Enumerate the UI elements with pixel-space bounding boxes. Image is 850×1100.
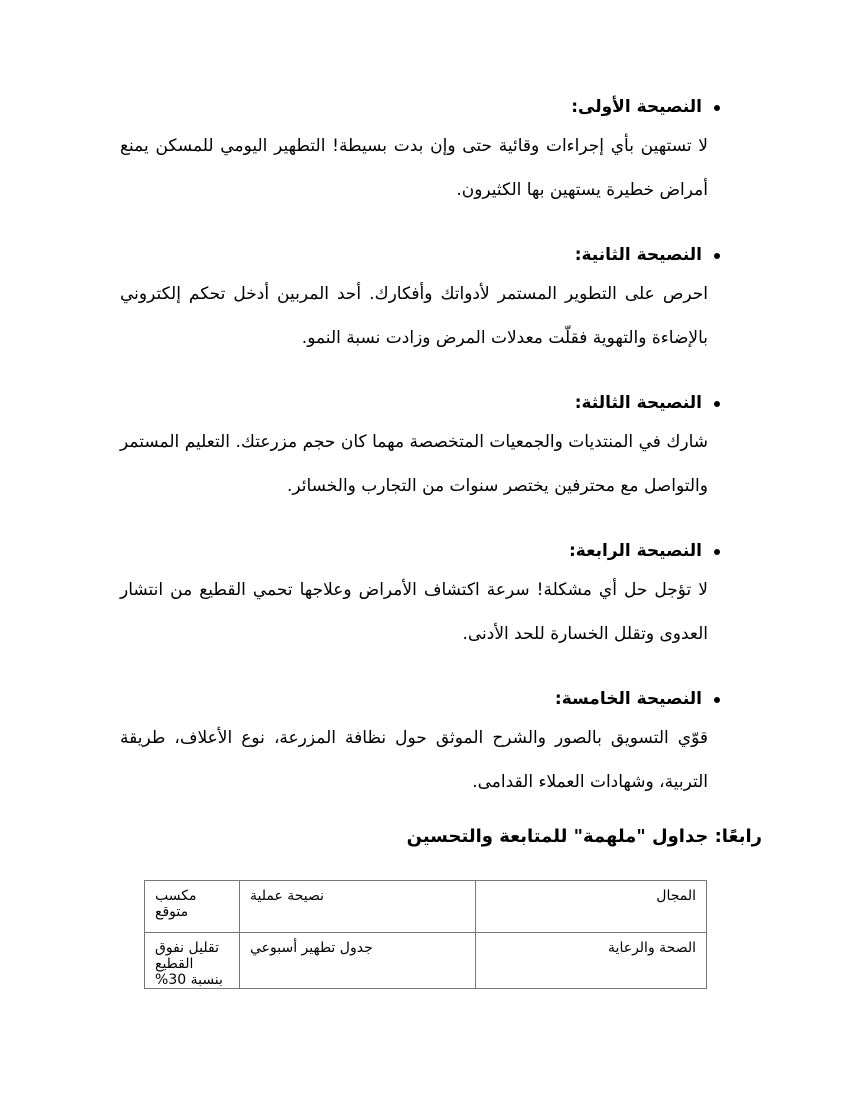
bullet-icon — [714, 253, 720, 259]
bullet-icon — [714, 549, 720, 555]
bullet-icon — [714, 401, 720, 407]
table-header-row — [145, 881, 707, 933]
bullet-icon — [714, 105, 720, 111]
tip-body: لا تؤجل حل أي مشكلة! سرعة اكتشاف الأمراض وعلاجها تحمي القطيع من انتشار العدوى وتقلل الخسارة للحد الأدنى. — [120, 580, 708, 644]
cell-field: الصحة والرعاية — [476, 933, 707, 989]
tip-body: قوّي التسويق بالصور والشرح الموثق حول نظافة المزرعة، نوع الأعلاف، طريقة التربية، وشهادات العملاء القدامى. — [120, 728, 708, 792]
tip-heading: النصيحة الخامسة: — [554, 689, 702, 709]
tip-heading: النصيحة الرابعة: — [568, 541, 702, 561]
tip-body: احرص على التطوير المستمر لأدواتك وأفكارك. أحد المربين أدخل تحكم إلكتروني بالإضاءة والتهوية فقلّت معدلات المرض وزادت نسبة النمو. — [120, 284, 708, 348]
cell-tip: جدول تطهير أسبوعي — [240, 933, 476, 989]
tip-heading: النصيحة الثالثة: — [574, 393, 702, 413]
tip-1 — [120, 90, 720, 212]
table-row — [145, 933, 707, 989]
tip-4 — [120, 534, 720, 656]
cell-gain: تقليل نفوق القطيع بنسبة 30% — [145, 933, 240, 989]
tip-body: لا تستهين بأي إجراءات وقائية حتى وإن بدت بسيطة! التطهير اليومي للمسكن يمنع أمراض خطيرة يستهين بها الكثيرون. — [120, 136, 708, 200]
tip-2 — [120, 238, 720, 360]
tip-5 — [120, 682, 720, 804]
tip-heading: النصيحة الأولى: — [571, 97, 702, 117]
header-field: المجال — [476, 881, 707, 933]
tip-heading: النصيحة الثانية: — [574, 245, 702, 265]
tips-list — [120, 90, 720, 830]
bullet-icon — [714, 697, 720, 703]
tip-body: شارك في المنتديات والجمعيات المتخصصة مهما كان حجم مزرعتك. التعليم المستمر والتواصل مع محترفين يختصر سنوات من التجارب والخسائر. — [120, 432, 708, 496]
header-tip: نصيحة عملية — [240, 881, 476, 933]
tracking-table — [144, 880, 707, 989]
tip-3 — [120, 386, 720, 508]
header-gain: مكسب متوقع — [145, 881, 240, 933]
section-title: رابعًا: جداول "ملهمة" للمتابعة والتحسين — [406, 826, 762, 847]
